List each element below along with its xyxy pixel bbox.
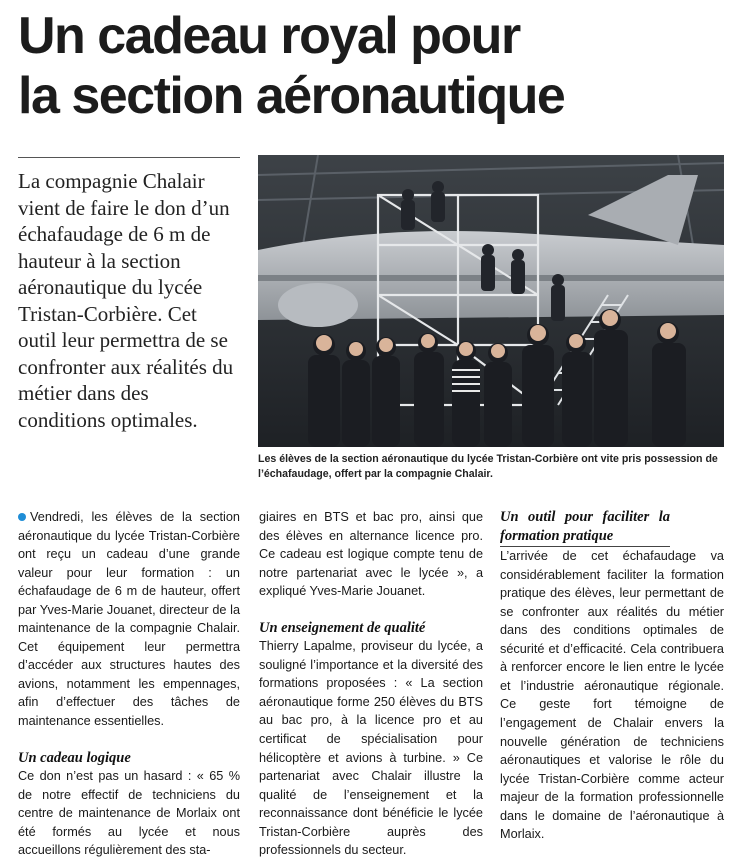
article-paragraph: Ce don n’est pas un hasard : « 65 % de notre effectif de techniciens du centre de maintenance de Morlaix ont été formés au lycée et nous accueillons régulièrement des sta- [18,769,240,858]
article-photo [258,155,724,447]
subhead-un-cadeau-logique: Un cadeau logique [18,749,131,766]
article-column-2 [259,508,483,860]
article-column-1 [18,508,240,860]
article-lead: La compagnie Chalair vient de faire le don d’un échafaudage de 6 m de hauteur à la section aéronautique du lycée Tristan-Corbière. Cet outil leur permettra de se confronter aux réalités du métier dans des conditions optimales. [18,169,234,432]
article-paragraph: L’arrivée de cet échafaudage va considérablement faciliter la formation pratique des élèves, leur permettant de se confronter aux réalités du métier dans des conditions optimales de sécurité et d’efficacité. Cela contribuera à renforcer encore le lien entre le lycée et l’industrie aéronautique régionale. Ce geste fort témoigne de l’engagement de Chalair envers la nouvelle génération de techniciens aéronautiques et valorise le rôle du lycée Tristan-Corbière comme acteur majeur de la formation professionnelle dans le domaine de l’aéronautique à Morlaix. [500,549,724,842]
headline-line-2: la section aéronautique [18,67,565,125]
subhead-outil-formation: Un outil pour faciliter la formation pratique [500,508,670,547]
photo-caption: Les élèves de la section aéronautique du lycée Tristan-Corbière ont vite pris possession de l’échafaudage, offert par la compagnie Chalair. [258,453,718,480]
article-paragraph: Thierry Lapalme, proviseur du lycée, a souligné l’importance et la diversité des formations proposées : « La section aéronautique forme 250 élèves du BTS au bac pro, à la licence pro et au certificat de spécialisation pour hélicoptère et avions à turbine. » Ce partenariat avec Chalair illustre la qualité de l’enseignement et la reconnaissance dont bénéficie le lycée Tristan-Corbière auprès des professionnels du secteur. [259,639,483,858]
paragraph-text: Vendredi, les élèves de la section aéronautique du lycée Tristan-Corbière ont reçu un cadeau d’une grande valeur pour leur formation : un échafaudage de 6 m de hauteur, offert par Yves-Marie Jouanet, directeur de la maintenance de la compagnie Chalair. Cet équipement leur permettra d’accéder aux structures hautes des avions, notamment les empennages, afin d’effectuer des tâches de maintenance essentielles. [18,510,240,729]
lead-divider [18,157,240,158]
article-column-3 [500,508,724,844]
subhead-enseignement-qualite: Un enseignement de qualité [259,619,426,636]
article-paragraph: giaires en BTS et bac pro, ainsi que des élèves en alternance licence pro. Ce cadeau est logique compte tenu de notre partenariat avec le lycée », a expliqué Yves-Marie Jouanet. [259,510,483,599]
bullet-dot-icon [18,513,26,521]
headline-line-1: Un cadeau royal pour [18,7,520,65]
article-headline [18,6,718,126]
article-paragraph [18,508,240,731]
